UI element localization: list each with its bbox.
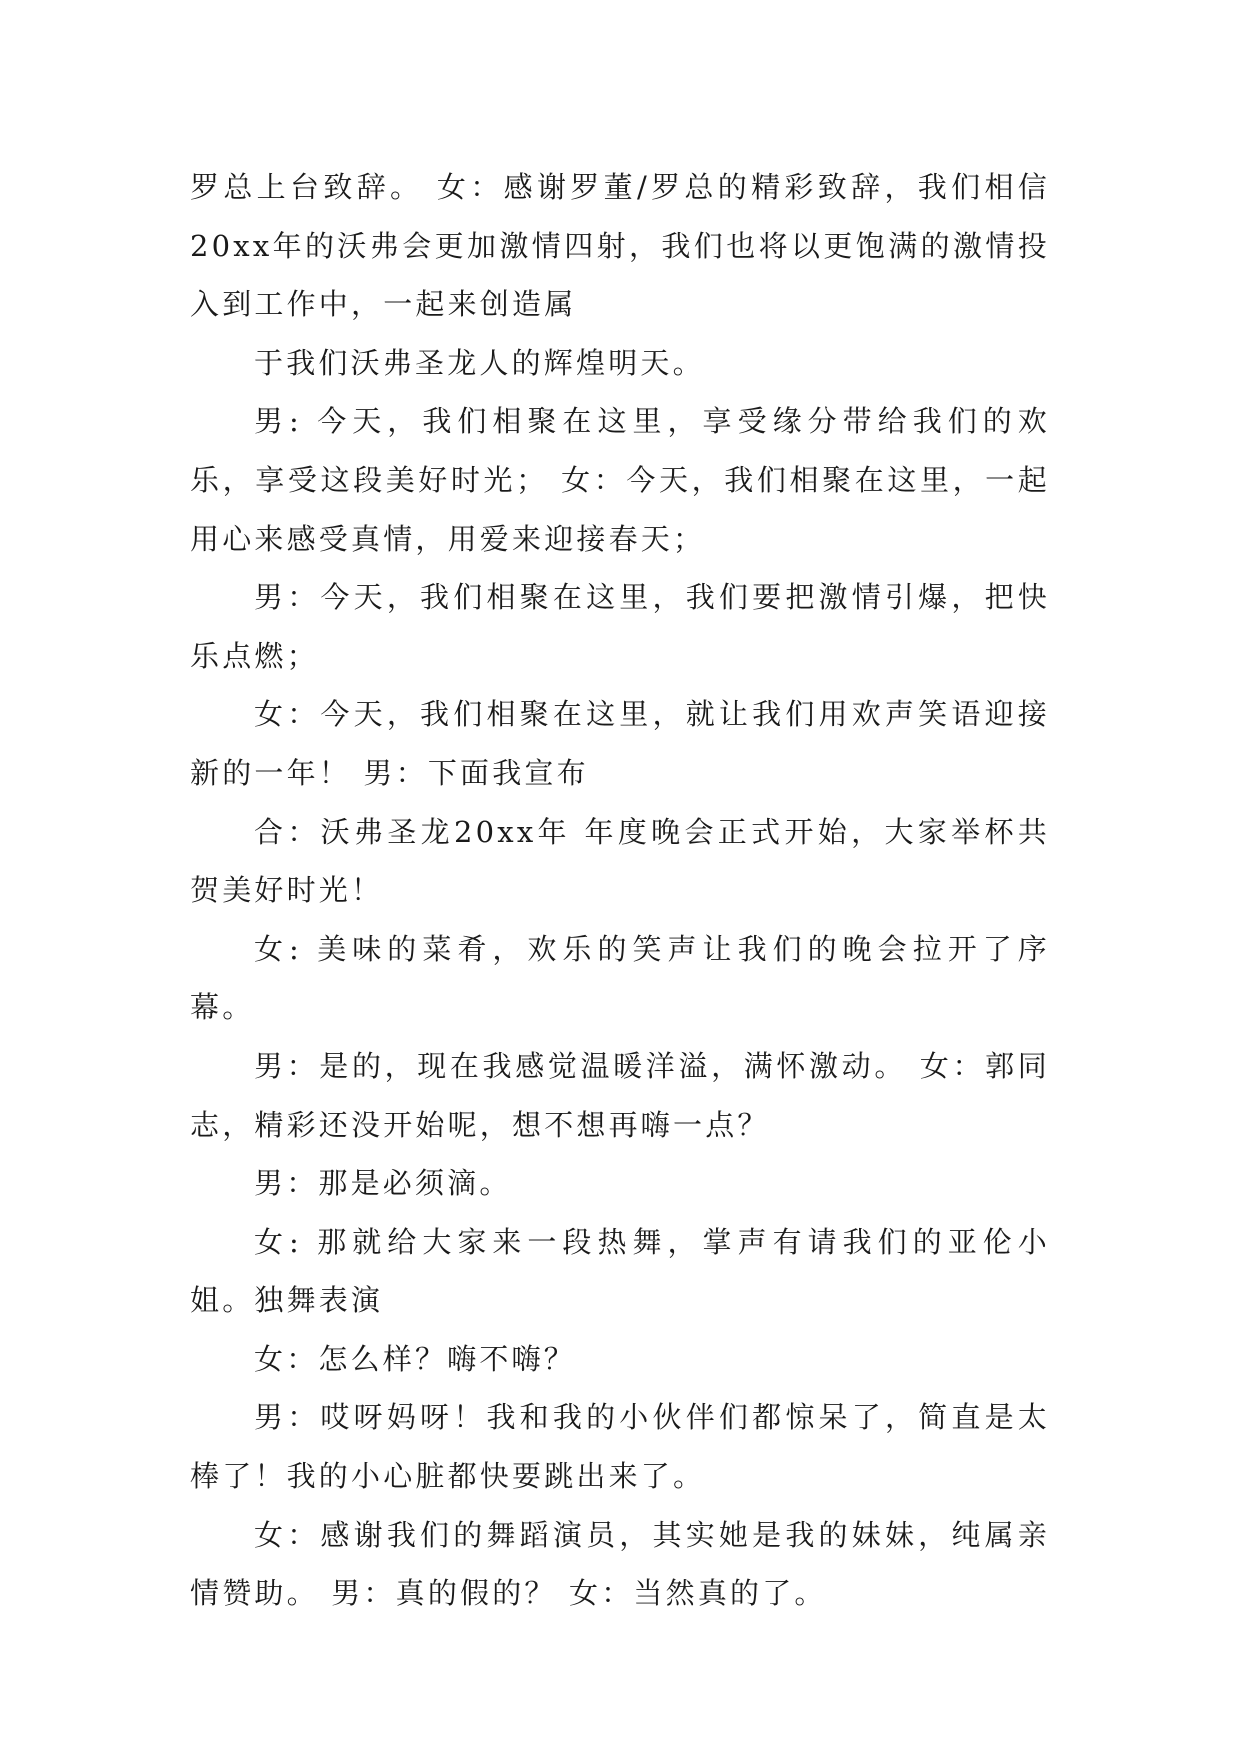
paragraph-how-was-it: 女：怎么样？嗨不嗨？ (254, 1341, 577, 1376)
paragraph-opening-announcement: 合：沃弗圣龙20xx年 年度晚会正式开始，大家举杯共贺美好时光！ (190, 814, 1050, 908)
paragraph-dinner-curtain: 女: 美味的菜肴，欢乐的笑声让我们的晚会拉开了序幕。 (190, 931, 1050, 1025)
document-body (190, 158, 1050, 1623)
paragraph-bright-future: 于我们沃弗圣龙人的辉煌明天。 (254, 345, 705, 380)
paragraph-amazed: 男：哎呀妈呀！我和我的小伙伴们都惊呆了，简直是太棒了！我的小心脏都快要跳出来了。 (190, 1400, 1050, 1494)
paragraph-closing-speech: 罗总上台致辞。 女：感谢罗董/罗总的精彩致辞，我们相信20xx年的沃弗会更加激情四射，我们也将以更饱满的激情投入到工作中，一起来创造属 (190, 170, 1050, 322)
paragraph-must-do: 男：那是必须滴。 (254, 1166, 512, 1201)
paragraph-gathered-here-3: 女：今天，我们相聚在这里，就让我们用欢声笑语迎接新的一年！ 男：下面我宣布 (190, 697, 1050, 790)
paragraph-dance-invite: 女: 那就给大家来一段热舞，掌声有请我们的亚伦小姐。独舞表演 (190, 1224, 1050, 1318)
paragraph-gathered-here-1: 男: 今天，我们相聚在这里，享受缘分带给我们的欢乐，享受这段美好时光； 女：今天，我们相聚在这里，一起用心来感受真情，用爱来迎接春天； (190, 404, 1050, 556)
paragraph-warm-feeling: 男：是的，现在我感觉温暖洋溢，满怀激动。 女：郭同志，精彩还没开始呢，想不想再嗨一点？ (190, 1048, 1050, 1142)
paragraph-thanks-dancer: 女：感谢我们的舞蹈演员，其实她是我的妹妹，纯属亲情赞助。 男：真的假的？ 女：当然真的了。 (190, 1517, 1050, 1611)
paragraph-gathered-here-2: 男：今天，我们相聚在这里，我们要把激情引爆，把快乐点燃； (190, 580, 1050, 673)
